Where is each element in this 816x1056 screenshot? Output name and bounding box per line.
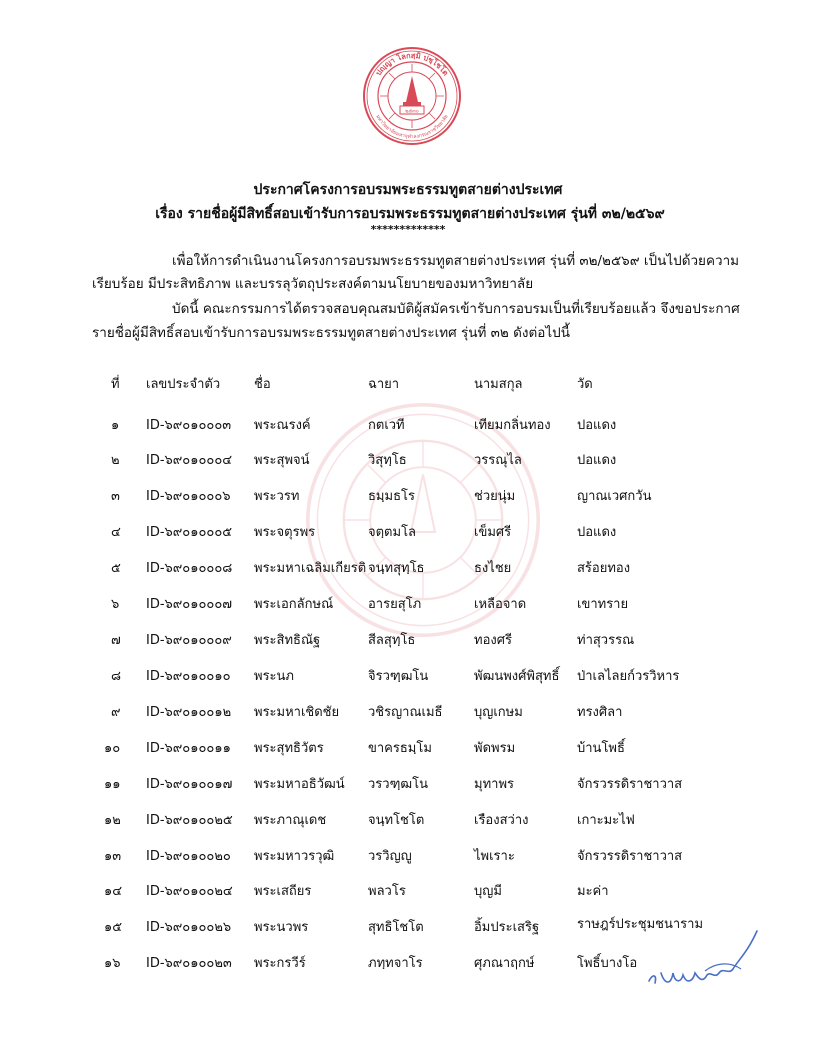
row-id: ID-๖๙๐๑๐๐๐๔ bbox=[146, 453, 233, 468]
row-temple: บ้านโพธิ์ bbox=[577, 741, 625, 756]
table-row bbox=[0, 593, 816, 613]
announcement-subject: เรื่อง รายชื่อผู้มีสิทธิ์สอบเข้ารับการอบรมพระธรรมทูตสายต่างประเทศ รุ่นที่ ๓๒/๒๕๖๙ bbox=[155, 206, 665, 222]
row-name: พระเสถียร bbox=[254, 884, 312, 899]
row-no: ๑๖ bbox=[104, 956, 121, 971]
row-no: ๙ bbox=[111, 705, 121, 720]
row-temple: ราษฎร์ประชุมชนาราม bbox=[577, 917, 704, 932]
handwritten-signature bbox=[645, 923, 765, 993]
body-line-3: บัดนี้ คณะกรรมการได้ตรวจสอบคุณสมบัติผู้สมัครเข้ารับการอบรมเป็นที่เรียบร้อยแล้ว จึงขอประกาศ bbox=[172, 301, 740, 317]
table-row bbox=[0, 557, 816, 577]
row-no: ๗ bbox=[111, 633, 121, 648]
row-name: พระสิทธิณัฐ bbox=[254, 633, 321, 648]
row-temple: เกาะมะไฟ bbox=[577, 813, 635, 828]
table-row bbox=[0, 809, 816, 829]
row-surname: เทียมกลิ่นทอง bbox=[474, 418, 551, 433]
row-name: พระเอกลักษณ์ bbox=[254, 597, 334, 612]
row-no: ๑๑ bbox=[104, 777, 121, 792]
header-temple: วัด bbox=[577, 377, 593, 392]
row-id: ID-๖๙๐๑๐๐๒๓ bbox=[146, 956, 232, 971]
row-surname: ช่วยนุ่ม bbox=[474, 489, 516, 504]
row-surname: เรืองสว่าง bbox=[474, 813, 529, 828]
row-name: พระมหาเชิดชัย bbox=[254, 705, 340, 720]
row-id: ID-๖๙๐๑๐๐๒๕ bbox=[146, 813, 233, 828]
row-surname: ทองศรี bbox=[474, 633, 512, 648]
row-name: พระมหาเฉลิมเกียรติ bbox=[254, 561, 367, 576]
table-row bbox=[0, 701, 816, 721]
row-id: ID-๖๙๐๑๐๐๑๗ bbox=[146, 777, 233, 792]
seal-center-year: ๒๕๓๐ bbox=[405, 108, 419, 115]
header-surname: นามสกุล bbox=[474, 377, 523, 392]
row-no: ๕ bbox=[111, 561, 121, 576]
row-name: พระมหาวรวุฒิ bbox=[254, 849, 335, 864]
row-monastic: พลวโร bbox=[368, 884, 406, 899]
row-id: ID-๖๙๐๑๐๐๒๔ bbox=[146, 884, 233, 899]
row-surname: บุญมี bbox=[474, 884, 502, 899]
table-row bbox=[0, 880, 816, 900]
row-temple: โพธิ์บางโอ bbox=[577, 956, 638, 971]
row-monastic: จิรวฑฺฒโน bbox=[368, 669, 429, 684]
row-no: ๑๐ bbox=[104, 741, 121, 756]
row-temple: จักรวรรดิราชาวาส bbox=[577, 849, 683, 864]
row-monastic: สีลสุทฺโธ bbox=[368, 633, 416, 648]
row-surname: มุทาพร bbox=[474, 777, 514, 792]
body-line-2: เรียบร้อย มีประสิทธิภาพ และบรรลุวัตถุประสงค์ตามนโยบายของมหาวิทยาลัย bbox=[92, 276, 534, 292]
announcement-title: ประกาศโครงการอบรมพระธรรมทูตสายต่างประเทศ bbox=[253, 182, 563, 198]
row-surname: พัดพรม bbox=[474, 741, 516, 756]
header-id: เลขประจำตัว bbox=[146, 377, 221, 392]
row-surname: เข็มศรี bbox=[474, 525, 512, 540]
row-temple: สร้อยทอง bbox=[577, 561, 631, 576]
table-row bbox=[0, 737, 816, 757]
row-temple: ป่าเลไลยก์วรวิหาร bbox=[577, 669, 680, 684]
separator-stars: ************* bbox=[370, 223, 446, 236]
row-id: ID-๖๙๐๑๐๐๐๗ bbox=[146, 597, 233, 612]
header-no: ที่ bbox=[111, 377, 120, 392]
row-monastic: สุทธิโชโต bbox=[368, 920, 424, 935]
table-row bbox=[0, 449, 816, 469]
row-monastic: วิสุทฺโธ bbox=[368, 453, 407, 468]
row-surname: ธงไชย bbox=[474, 561, 512, 576]
row-temple: จักรวรรดิราชาวาส bbox=[577, 777, 683, 792]
row-name: พระณรงค์ bbox=[254, 418, 311, 433]
row-temple: ท่าสุวรรณ bbox=[577, 633, 635, 648]
table-row bbox=[0, 485, 816, 505]
row-monastic: กตเวที bbox=[368, 418, 405, 433]
row-temple: มะค่า bbox=[577, 884, 609, 899]
table-row bbox=[0, 521, 816, 541]
row-monastic: วรวฑฺฒโน bbox=[368, 777, 428, 792]
row-surname: ไพเราะ bbox=[474, 849, 515, 864]
row-no: ๑๔ bbox=[104, 884, 123, 899]
row-temple: เขาทราย bbox=[577, 597, 629, 612]
table-row bbox=[0, 665, 816, 685]
row-id: ID-๖๙๐๑๐๐๑๒ bbox=[146, 705, 232, 720]
row-surname: พัฒนพงศ์พิสุทธิ์ bbox=[474, 669, 560, 684]
row-surname: ศุภณาฤกษ์ bbox=[474, 956, 535, 971]
seal-ring-top-text: ปญฺญา โลกสฺมิ ปชฺโชโต bbox=[373, 50, 451, 78]
row-no: ๘ bbox=[111, 669, 122, 684]
row-temple: ปอแดง bbox=[577, 418, 617, 433]
row-name: พระสุพจน์ bbox=[254, 453, 310, 468]
row-name: พระภาณุเดช bbox=[254, 813, 327, 828]
row-no: ๓ bbox=[111, 489, 120, 504]
row-id: ID-๖๙๐๑๐๐๐๕ bbox=[146, 525, 233, 540]
row-id: ID-๖๙๐๑๐๐๒๖ bbox=[146, 920, 232, 935]
row-name: พระสุทธิวัตร bbox=[254, 741, 324, 756]
row-no: ๑ bbox=[111, 418, 120, 433]
row-monastic: ธมฺมธโร bbox=[368, 489, 415, 504]
row-temple: ปอแดง bbox=[577, 525, 617, 540]
row-surname: อิ้มประเสริฐ bbox=[474, 920, 540, 935]
row-name: พระนภ bbox=[254, 669, 294, 684]
row-no: ๑๒ bbox=[104, 813, 121, 828]
row-no: ๔ bbox=[111, 525, 121, 540]
body-line-1: เพื่อให้การดำเนินงานโครงการอบรมพระธรรมทูตสายต่างประเทศ รุ่นที่ ๓๒/๒๕๖๙ เป็นไปด้วยความ bbox=[172, 253, 740, 269]
row-id: ID-๖๙๐๑๐๐๐๖ bbox=[146, 489, 231, 504]
table-row bbox=[0, 414, 816, 434]
row-no: ๒ bbox=[111, 453, 120, 468]
row-name: พระจตุรพร bbox=[254, 525, 316, 540]
row-id: ID-๖๙๐๑๐๐๑๑ bbox=[146, 741, 231, 756]
row-id: ID-๖๙๐๑๐๐๐๓ bbox=[146, 418, 232, 433]
row-surname: วรรณุไล bbox=[474, 453, 522, 468]
row-no: ๑๓ bbox=[104, 849, 122, 864]
table-row bbox=[0, 773, 816, 793]
row-id: ID-๖๙๐๑๐๐๐๘ bbox=[146, 561, 233, 576]
row-id: ID-๖๙๐๑๐๐๑๐ bbox=[146, 669, 231, 684]
row-temple: ญาณเวศกวัน bbox=[577, 489, 652, 504]
row-monastic: จตฺตมโล bbox=[368, 525, 417, 540]
row-monastic: อารยสุโภ bbox=[368, 597, 422, 612]
body-line-4: รายชื่อผู้มีสิทธิ์สอบเข้ารับการอบรมพระธรรมทูตสายต่างประเทศ รุ่นที่ ๓๒ ดังต่อไปนี้ bbox=[92, 325, 570, 341]
row-monastic: ภทฺทจาโร bbox=[368, 956, 423, 971]
row-surname: บุญเกษม bbox=[474, 705, 523, 720]
row-monastic: วชิรญาณเมธี bbox=[368, 705, 443, 720]
row-name: พระกรวีร์ bbox=[254, 956, 306, 971]
row-monastic: จนฺทโชโต bbox=[368, 813, 425, 828]
table-row bbox=[0, 845, 816, 865]
seal-ring-bottom-text: มหาวิทยาลัยมหาจุฬาลงกรณราชวิทยาลัย bbox=[374, 113, 450, 141]
row-no: ๖ bbox=[111, 597, 120, 612]
row-monastic: ขาครธมฺโม bbox=[368, 741, 432, 756]
university-seal-logo bbox=[362, 46, 462, 146]
row-name: พระวรท bbox=[254, 489, 300, 504]
row-temple: ทรงศิลา bbox=[577, 705, 623, 720]
table-row bbox=[0, 629, 816, 649]
row-id: ID-๖๙๐๑๐๐๒๐ bbox=[146, 849, 231, 864]
row-id: ID-๖๙๐๑๐๐๐๙ bbox=[146, 633, 232, 648]
row-name: พระมหาอธิวัฒน์ bbox=[254, 777, 345, 792]
header-monastic: ฉายา bbox=[368, 377, 400, 392]
row-no: ๑๕ bbox=[104, 920, 123, 935]
row-monastic: จนฺทสุทฺโธ bbox=[368, 561, 425, 576]
header-name: ชื่อ bbox=[254, 377, 271, 392]
row-surname: เหลือจาด bbox=[474, 597, 527, 612]
row-name: พระนวพร bbox=[254, 920, 309, 935]
row-monastic: วรวิญญู bbox=[368, 849, 412, 864]
row-temple: ปอแดง bbox=[577, 453, 617, 468]
